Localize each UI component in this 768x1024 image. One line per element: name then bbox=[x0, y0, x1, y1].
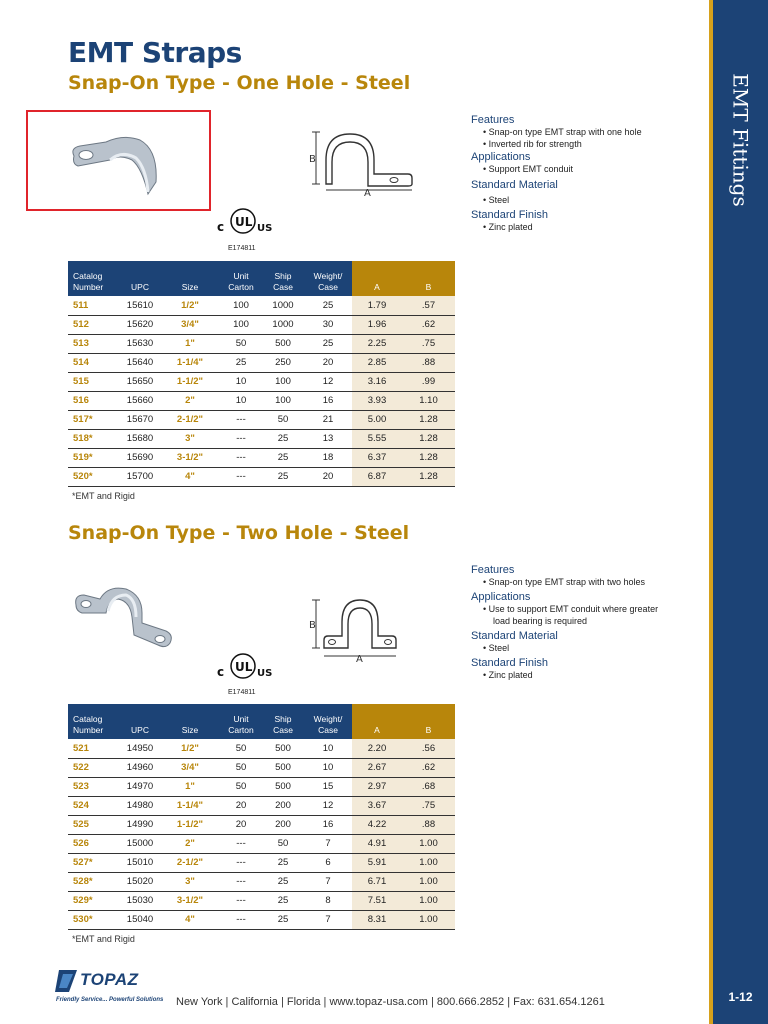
size-cell: 3-1/2" bbox=[160, 448, 220, 467]
two-hole-spec-table bbox=[68, 704, 455, 930]
feature-item: • Snap-on type EMT strap with two holes bbox=[483, 577, 646, 587]
catalog-number-cell: 527* bbox=[68, 853, 120, 872]
size-cell: 1-1/2" bbox=[160, 815, 220, 834]
dim-b-cell: .75 bbox=[402, 796, 455, 815]
dim-a-cell: 3.16 bbox=[352, 372, 402, 391]
page-number: 1-12 bbox=[728, 990, 753, 1004]
unit-carton-cell: --- bbox=[220, 891, 262, 910]
upc-cell: 14970 bbox=[120, 777, 160, 796]
finish-item: • Zinc plated bbox=[483, 670, 533, 680]
ship-case-cell: 25 bbox=[262, 429, 304, 448]
dim-b-cell: .88 bbox=[402, 353, 455, 372]
material-item: • Steel bbox=[483, 643, 510, 653]
ship-case-cell: 500 bbox=[262, 739, 304, 758]
dim-a-cell: 7.51 bbox=[352, 891, 402, 910]
col-catalog: Catalog Number bbox=[68, 261, 120, 296]
dim-a-cell: 6.87 bbox=[352, 467, 402, 486]
ship-case-cell: 25 bbox=[262, 910, 304, 929]
ul-file-number: E174811 bbox=[228, 689, 256, 696]
upc-cell: 15620 bbox=[120, 315, 160, 334]
svg-text:US: US bbox=[257, 223, 273, 234]
weight-case-cell: 30 bbox=[304, 315, 352, 334]
col-unit-carton: Unit Carton bbox=[220, 704, 262, 739]
logo-tagline: Friendly Service... Powerful Solutions bbox=[56, 997, 164, 1003]
svg-text:c: c bbox=[217, 665, 225, 679]
catalog-number-cell: 525 bbox=[68, 815, 120, 834]
col-weight-case: Weight/ Case bbox=[304, 704, 352, 739]
unit-carton-cell: --- bbox=[220, 410, 262, 429]
size-cell: 1" bbox=[160, 777, 220, 796]
dim-a-cell: 2.97 bbox=[352, 777, 402, 796]
upc-cell: 15000 bbox=[120, 834, 160, 853]
weight-case-cell: 21 bbox=[304, 410, 352, 429]
col-b: B bbox=[402, 261, 455, 296]
unit-carton-cell: 20 bbox=[220, 796, 262, 815]
applications-heading: Applications bbox=[471, 151, 531, 163]
unit-carton-cell: --- bbox=[220, 448, 262, 467]
two-hole-dimension-diagram bbox=[308, 596, 408, 666]
weight-case-cell: 20 bbox=[304, 467, 352, 486]
finish-heading: Standard Finish bbox=[471, 657, 549, 669]
svg-text:UL: UL bbox=[235, 215, 253, 229]
catalog-number-cell: 514 bbox=[68, 353, 120, 372]
table-row bbox=[68, 834, 455, 853]
weight-case-cell: 7 bbox=[304, 910, 352, 929]
application-item: • Use to support EMT conduit where greater bbox=[483, 604, 659, 614]
dim-b-cell: .62 bbox=[402, 315, 455, 334]
features-heading: Features bbox=[471, 564, 515, 576]
weight-case-cell: 15 bbox=[304, 777, 352, 796]
svg-text:US: US bbox=[257, 668, 273, 679]
unit-carton-cell: --- bbox=[220, 910, 262, 929]
table-row bbox=[68, 467, 455, 486]
table-row bbox=[68, 296, 455, 315]
weight-case-cell: 25 bbox=[304, 334, 352, 353]
dim-b-cell: .68 bbox=[402, 777, 455, 796]
finish-heading: Standard Finish bbox=[471, 209, 549, 221]
size-cell: 1/2" bbox=[160, 739, 220, 758]
table-row bbox=[68, 739, 455, 758]
unit-carton-cell: 50 bbox=[220, 777, 262, 796]
table-row bbox=[68, 910, 455, 929]
upc-cell: 14960 bbox=[120, 758, 160, 777]
size-cell: 3" bbox=[160, 429, 220, 448]
upc-cell: 15670 bbox=[120, 410, 160, 429]
catalog-number-cell: 529* bbox=[68, 891, 120, 910]
size-cell: 4" bbox=[160, 910, 220, 929]
application-item: • Support EMT conduit bbox=[483, 164, 574, 174]
upc-cell: 15630 bbox=[120, 334, 160, 353]
unit-carton-cell: 100 bbox=[220, 296, 262, 315]
unit-carton-cell: --- bbox=[220, 429, 262, 448]
dim-b-cell: 1.28 bbox=[402, 467, 455, 486]
ship-case-cell: 25 bbox=[262, 448, 304, 467]
svg-text:A: A bbox=[356, 654, 363, 665]
two-hole-strap-photo bbox=[72, 583, 182, 653]
weight-case-cell: 25 bbox=[304, 296, 352, 315]
unit-carton-cell: --- bbox=[220, 853, 262, 872]
unit-carton-cell: 25 bbox=[220, 353, 262, 372]
dim-b-cell: 1.28 bbox=[402, 410, 455, 429]
table-row bbox=[68, 891, 455, 910]
catalog-number-cell: 519* bbox=[68, 448, 120, 467]
size-cell: 2-1/2" bbox=[160, 410, 220, 429]
ul-listing-mark bbox=[213, 205, 273, 241]
unit-carton-cell: 10 bbox=[220, 391, 262, 410]
catalog-number-cell: 522 bbox=[68, 758, 120, 777]
size-cell: 1-1/4" bbox=[160, 796, 220, 815]
catalog-number-cell: 526 bbox=[68, 834, 120, 853]
table-row bbox=[68, 391, 455, 410]
applications-heading: Applications bbox=[471, 591, 531, 603]
dim-a-cell: 3.67 bbox=[352, 796, 402, 815]
weight-case-cell: 10 bbox=[304, 739, 352, 758]
weight-case-cell: 10 bbox=[304, 758, 352, 777]
one-hole-strap-photo bbox=[66, 128, 166, 198]
footnote: *EMT and Rigid bbox=[72, 934, 135, 944]
size-cell: 3/4" bbox=[160, 758, 220, 777]
table-row bbox=[68, 758, 455, 777]
upc-cell: 15030 bbox=[120, 891, 160, 910]
size-cell: 2" bbox=[160, 391, 220, 410]
weight-case-cell: 12 bbox=[304, 372, 352, 391]
dim-a-cell: 4.91 bbox=[352, 834, 402, 853]
svg-text:B: B bbox=[309, 620, 316, 631]
table-row bbox=[68, 815, 455, 834]
sidebar-title: EMT Fittings bbox=[728, 73, 753, 207]
table-row bbox=[68, 872, 455, 891]
svg-text:UL: UL bbox=[235, 660, 253, 674]
weight-case-cell: 16 bbox=[304, 391, 352, 410]
unit-carton-cell: --- bbox=[220, 872, 262, 891]
table-row bbox=[68, 429, 455, 448]
one-hole-dimension-diagram bbox=[308, 126, 418, 196]
col-ship-case: Ship Case bbox=[262, 261, 304, 296]
two-hole-info bbox=[471, 563, 658, 681]
ul-listing-mark bbox=[213, 650, 273, 686]
footnote: *EMT and Rigid bbox=[72, 491, 135, 501]
table-row bbox=[68, 353, 455, 372]
one-hole-info bbox=[471, 113, 642, 233]
col-upc: UPC bbox=[120, 261, 160, 296]
ship-case-cell: 200 bbox=[262, 796, 304, 815]
catalog-number-cell: 520* bbox=[68, 467, 120, 486]
weight-case-cell: 12 bbox=[304, 796, 352, 815]
catalog-number-cell: 512 bbox=[68, 315, 120, 334]
dim-a-cell: 2.85 bbox=[352, 353, 402, 372]
dim-a-cell: 6.37 bbox=[352, 448, 402, 467]
dim-b-cell: .75 bbox=[402, 334, 455, 353]
ship-case-cell: 50 bbox=[262, 410, 304, 429]
dim-b-cell: 1.00 bbox=[402, 891, 455, 910]
dim-b-cell: 1.00 bbox=[402, 834, 455, 853]
ship-case-cell: 25 bbox=[262, 891, 304, 910]
size-cell: 3" bbox=[160, 872, 220, 891]
unit-carton-cell: 100 bbox=[220, 315, 262, 334]
material-heading: Standard Material bbox=[471, 179, 558, 191]
upc-cell: 15690 bbox=[120, 448, 160, 467]
col-catalog: Catalog Number bbox=[68, 704, 120, 739]
size-cell: 2-1/2" bbox=[160, 853, 220, 872]
ship-case-cell: 100 bbox=[262, 372, 304, 391]
dim-b-cell: 1.00 bbox=[402, 853, 455, 872]
col-a: A bbox=[352, 261, 402, 296]
dim-b-cell: 1.10 bbox=[402, 391, 455, 410]
upc-cell: 15610 bbox=[120, 296, 160, 315]
table-row bbox=[68, 334, 455, 353]
upc-cell: 15650 bbox=[120, 372, 160, 391]
upc-cell: 15700 bbox=[120, 467, 160, 486]
dim-b-cell: .99 bbox=[402, 372, 455, 391]
catalog-number-cell: 516 bbox=[68, 391, 120, 410]
feature-item: • Inverted rib for strength bbox=[483, 139, 582, 149]
features-heading: Features bbox=[471, 114, 515, 126]
unit-carton-cell: --- bbox=[220, 467, 262, 486]
catalog-number-cell: 518* bbox=[68, 429, 120, 448]
ship-case-cell: 500 bbox=[262, 758, 304, 777]
material-item: • Steel bbox=[483, 195, 510, 205]
size-cell: 1/2" bbox=[160, 296, 220, 315]
col-weight-case: Weight/ Case bbox=[304, 261, 352, 296]
weight-case-cell: 18 bbox=[304, 448, 352, 467]
size-cell: 3/4" bbox=[160, 315, 220, 334]
col-unit-carton: Unit Carton bbox=[220, 261, 262, 296]
ship-case-cell: 250 bbox=[262, 353, 304, 372]
size-cell: 1-1/2" bbox=[160, 372, 220, 391]
size-cell: 1" bbox=[160, 334, 220, 353]
catalog-number-cell: 513 bbox=[68, 334, 120, 353]
footer-contact: New York | California | Florida | www.topaz-usa.com | 800.666.2852 | Fax: 631.654.1261 bbox=[176, 996, 605, 1008]
upc-cell: 15040 bbox=[120, 910, 160, 929]
section-title-two-hole: Snap-On Type - Two Hole - Steel bbox=[68, 522, 410, 544]
size-cell: 3-1/2" bbox=[160, 891, 220, 910]
dim-a-cell: 5.00 bbox=[352, 410, 402, 429]
dim-b-cell: .62 bbox=[402, 758, 455, 777]
dim-a-cell: 2.20 bbox=[352, 739, 402, 758]
dim-b-cell: 1.00 bbox=[402, 910, 455, 929]
catalog-number-cell: 528* bbox=[68, 872, 120, 891]
one-hole-spec-table bbox=[68, 261, 455, 487]
ul-file-number: E174811 bbox=[228, 245, 256, 252]
dim-a-label: A bbox=[364, 188, 371, 196]
dim-a-cell: 2.67 bbox=[352, 758, 402, 777]
weight-case-cell: 7 bbox=[304, 834, 352, 853]
upc-cell: 15660 bbox=[120, 391, 160, 410]
upc-cell: 14950 bbox=[120, 739, 160, 758]
dim-b-cell: .56 bbox=[402, 739, 455, 758]
ship-case-cell: 100 bbox=[262, 391, 304, 410]
size-cell: 4" bbox=[160, 467, 220, 486]
dim-b-cell: 1.28 bbox=[402, 448, 455, 467]
ship-case-cell: 200 bbox=[262, 815, 304, 834]
ship-case-cell: 25 bbox=[262, 853, 304, 872]
ship-case-cell: 50 bbox=[262, 834, 304, 853]
dim-b-cell: .57 bbox=[402, 296, 455, 315]
dim-a-cell: 6.71 bbox=[352, 872, 402, 891]
unit-carton-cell: 50 bbox=[220, 758, 262, 777]
table-row bbox=[68, 796, 455, 815]
page-title: EMT Straps bbox=[68, 36, 242, 69]
unit-carton-cell: 20 bbox=[220, 815, 262, 834]
weight-case-cell: 13 bbox=[304, 429, 352, 448]
one-hole-table-body bbox=[68, 296, 455, 486]
dim-a-cell: 5.55 bbox=[352, 429, 402, 448]
two-hole-table-body bbox=[68, 739, 455, 929]
col-ship-case: Ship Case bbox=[262, 704, 304, 739]
svg-text:c: c bbox=[217, 220, 225, 234]
weight-case-cell: 6 bbox=[304, 853, 352, 872]
ship-case-cell: 25 bbox=[262, 872, 304, 891]
table-row bbox=[68, 372, 455, 391]
dim-a-cell: 1.79 bbox=[352, 296, 402, 315]
table-row bbox=[68, 777, 455, 796]
dim-a-cell: 2.25 bbox=[352, 334, 402, 353]
material-heading: Standard Material bbox=[471, 630, 558, 642]
dim-a-cell: 3.93 bbox=[352, 391, 402, 410]
col-size: Size bbox=[160, 261, 220, 296]
dim-a-cell: 1.96 bbox=[352, 315, 402, 334]
weight-case-cell: 16 bbox=[304, 815, 352, 834]
dim-b-label: B bbox=[309, 154, 316, 165]
col-upc: UPC bbox=[120, 704, 160, 739]
feature-item: • Snap-on type EMT strap with one hole bbox=[483, 127, 642, 137]
dim-b-cell: .88 bbox=[402, 815, 455, 834]
table-row bbox=[68, 410, 455, 429]
section-title-one-hole: Snap-On Type - One Hole - Steel bbox=[68, 72, 411, 94]
upc-cell: 14980 bbox=[120, 796, 160, 815]
catalog-number-cell: 515 bbox=[68, 372, 120, 391]
col-size: Size bbox=[160, 704, 220, 739]
dim-a-cell: 8.31 bbox=[352, 910, 402, 929]
catalog-number-cell: 523 bbox=[68, 777, 120, 796]
ship-case-cell: 1000 bbox=[262, 315, 304, 334]
upc-cell: 15020 bbox=[120, 872, 160, 891]
table-row bbox=[68, 315, 455, 334]
unit-carton-cell: 50 bbox=[220, 739, 262, 758]
catalog-number-cell: 530* bbox=[68, 910, 120, 929]
dim-b-cell: 1.28 bbox=[402, 429, 455, 448]
unit-carton-cell: 50 bbox=[220, 334, 262, 353]
ship-case-cell: 500 bbox=[262, 777, 304, 796]
upc-cell: 15640 bbox=[120, 353, 160, 372]
catalog-number-cell: 511 bbox=[68, 296, 120, 315]
upc-cell: 15010 bbox=[120, 853, 160, 872]
unit-carton-cell: --- bbox=[220, 834, 262, 853]
application-item: load bearing is required bbox=[493, 616, 588, 626]
catalog-number-cell: 517* bbox=[68, 410, 120, 429]
catalog-number-cell: 524 bbox=[68, 796, 120, 815]
weight-case-cell: 20 bbox=[304, 353, 352, 372]
ship-case-cell: 25 bbox=[262, 467, 304, 486]
logo-name: TOPAZ bbox=[80, 970, 139, 989]
dim-a-cell: 5.91 bbox=[352, 853, 402, 872]
upc-cell: 14990 bbox=[120, 815, 160, 834]
table-row bbox=[68, 448, 455, 467]
dim-a-cell: 4.22 bbox=[352, 815, 402, 834]
unit-carton-cell: 10 bbox=[220, 372, 262, 391]
ship-case-cell: 1000 bbox=[262, 296, 304, 315]
catalog-number-cell: 521 bbox=[68, 739, 120, 758]
size-cell: 1-1/4" bbox=[160, 353, 220, 372]
ship-case-cell: 500 bbox=[262, 334, 304, 353]
finish-item: • Zinc plated bbox=[483, 222, 533, 232]
col-b: B bbox=[402, 704, 455, 739]
table-row bbox=[68, 853, 455, 872]
dim-b-cell: 1.00 bbox=[402, 872, 455, 891]
size-cell: 2" bbox=[160, 834, 220, 853]
upc-cell: 15680 bbox=[120, 429, 160, 448]
col-a: A bbox=[352, 704, 402, 739]
weight-case-cell: 8 bbox=[304, 891, 352, 910]
weight-case-cell: 7 bbox=[304, 872, 352, 891]
